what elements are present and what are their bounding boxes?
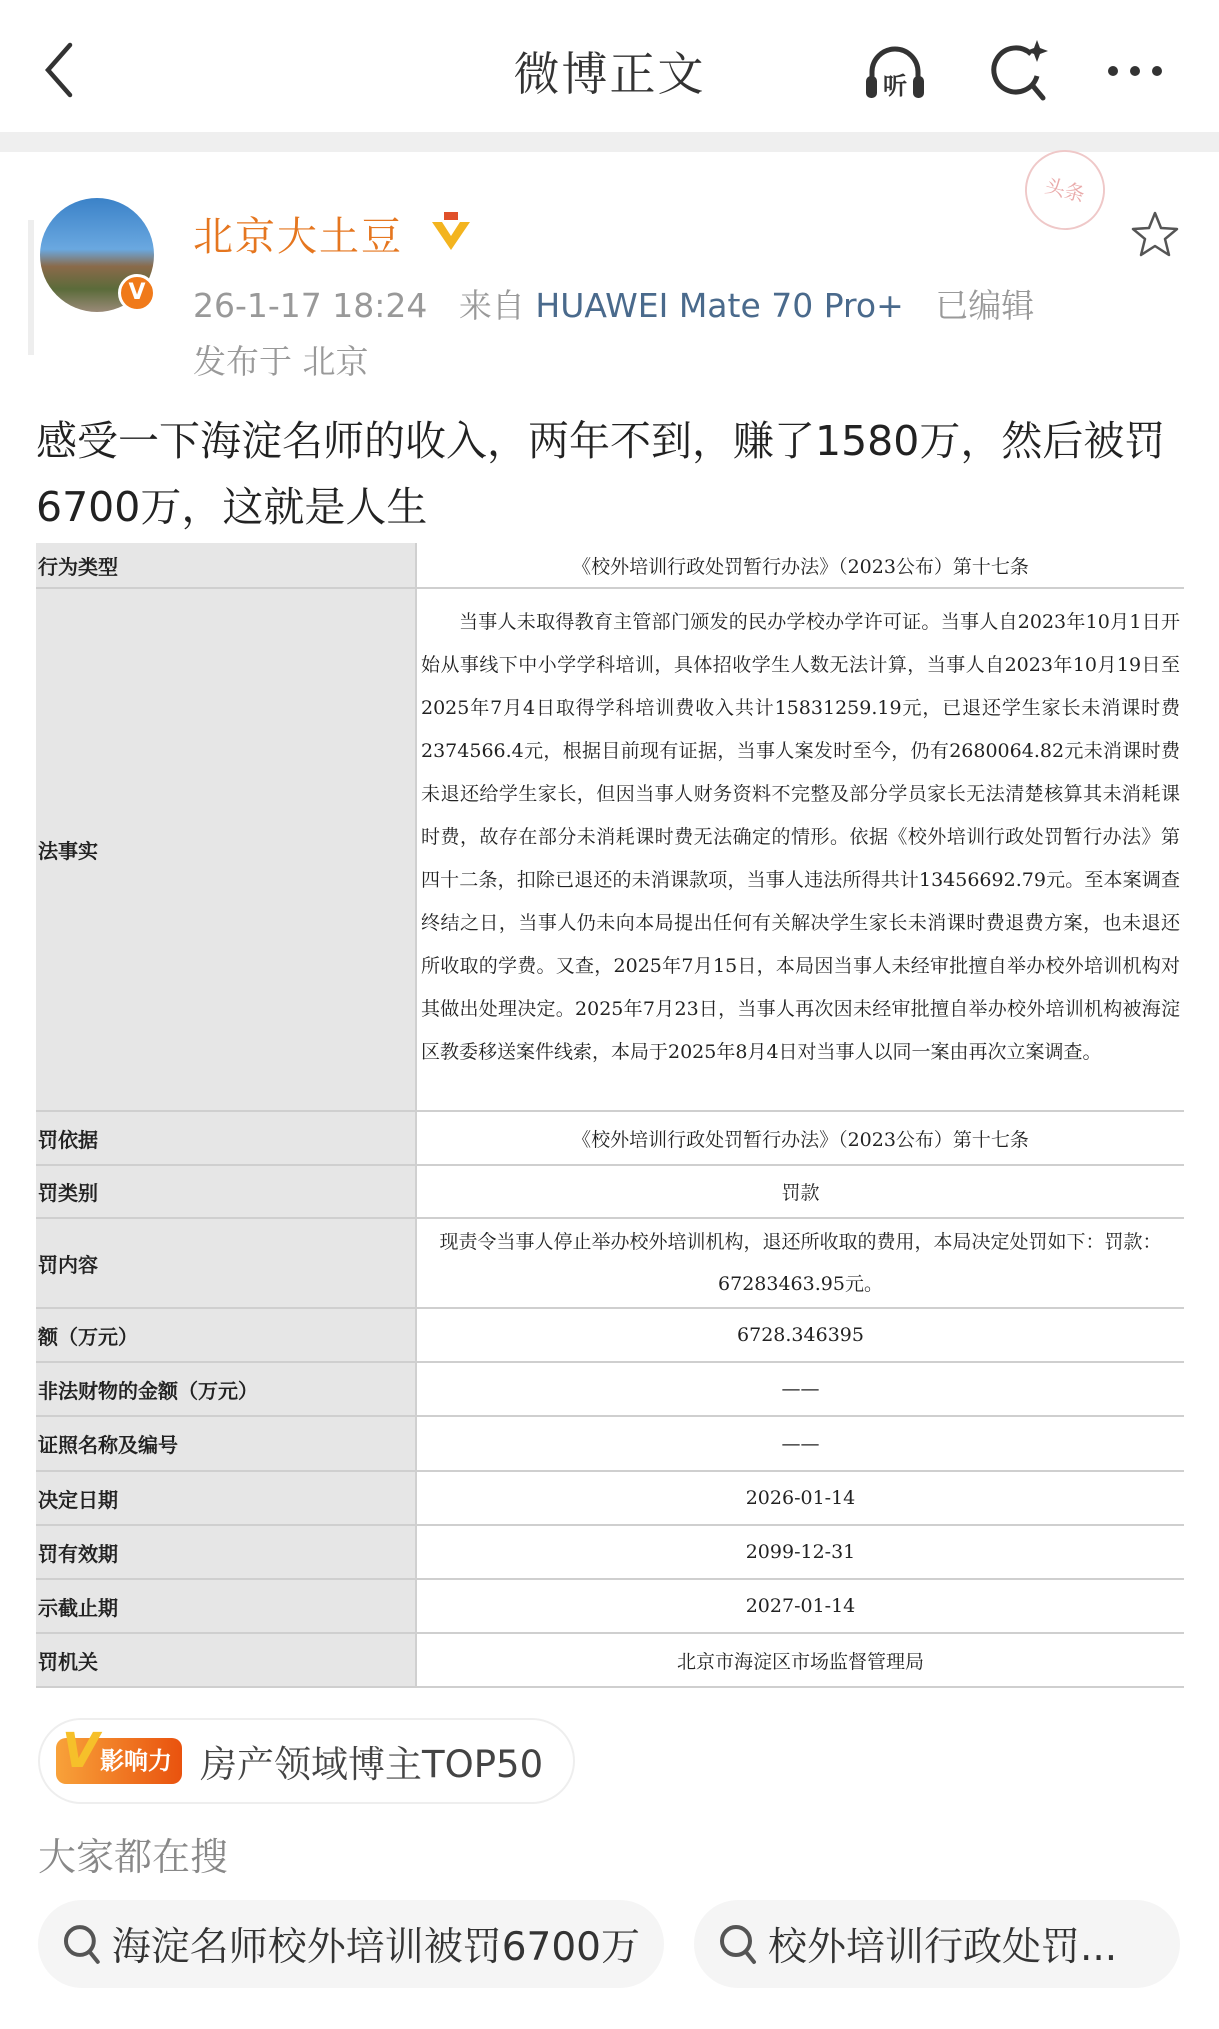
influence-text: 房产领域博主TOP50 — [200, 1743, 544, 1786]
row-key: 罚机关 — [36, 1634, 417, 1686]
post-meta — [193, 280, 1034, 327]
row-value: —— — [781, 1378, 820, 1400]
table-row — [36, 1166, 1184, 1219]
influence-badge[interactable] — [38, 1718, 575, 1804]
ai-search-icon[interactable] — [985, 36, 1055, 106]
row-value: 《校外培训行政处罚暂行办法》（2023公布）第十七条 — [572, 555, 1029, 578]
row-value: 北京市海淀区市场监督管理局 — [676, 1650, 924, 1673]
table-row — [36, 1580, 1184, 1634]
search-icon — [62, 1922, 102, 1966]
top-nav-bar — [0, 0, 1219, 132]
row-value: 6728.346395 — [737, 1324, 864, 1346]
row-key: 罚类别 — [36, 1166, 417, 1217]
row-key: 罚有效期 — [36, 1526, 417, 1578]
row-key: 行为类型 — [36, 543, 417, 587]
hot-search-chip[interactable] — [694, 1900, 1180, 1988]
row-key: 决定日期 — [36, 1472, 417, 1524]
member-medal-icon — [430, 212, 472, 252]
page-title: 微博正文 — [513, 47, 706, 101]
row-key: 非法财物的金额（万元） — [36, 1363, 417, 1415]
influence-tag: V 影响力 — [56, 1738, 182, 1784]
row-value: 当事人未取得教育主管部门颁发的民办学校办学许可证。当事人自2023年10月1日开始从事线下中小学学科培训，具体招收学生人数无法计算，当事人自2023年10月19日至2025年7月4日取得学科培训费收入共计15831259.19元，已退还学生家长未消课时费2374566.4元，根据目前现有证据，当事人案发时至今，仍有2680064.82元未消课时费未退还给学生家长，但因当事人财务资料不完整及部分学员家长无法清楚核算其未消耗课时费，故存在部分未消耗课时费无法确定的情形。依据《校外培训行政处罚暂行办法》第四十二条，扣除已退还的未消课款项，当事人违法所得共计13456692.79元。至本案调查终结之日，当事人仍未向本局提出任何有关解决学生家长未消课时费退费方案，也未退还所收取的学费。又查，2025年7月15日，本局因当事人未经审批擅自举办校外培训机构对其做出处理决定。2025年7月23日，当事人再次因未经审批擅自举办校外培训机构被海淀区教委移送案件线索，本局于2025年8月4日对当事人以同一案由再次立案调查。 — [421, 611, 1180, 1063]
table-row — [36, 1634, 1184, 1688]
edited-label[interactable]: 已编辑 — [935, 286, 1035, 325]
post-location: 发布于 北京 — [193, 342, 369, 381]
row-key: 法事实 — [36, 589, 417, 1110]
table-row — [36, 1472, 1184, 1526]
hot-search-title: 大家都在搜 — [38, 1835, 229, 1879]
row-key: 额（万元） — [36, 1309, 417, 1361]
table-row — [36, 1417, 1184, 1472]
row-key: 罚内容 — [36, 1219, 417, 1307]
penalty-table-image[interactable] — [36, 543, 1184, 1688]
hot-search-text: 校外培训行政处罚... — [768, 1925, 1118, 1970]
table-row — [36, 1219, 1184, 1309]
post-text: 感受一下海淀名师的收入，两年不到，赚了1580万，然后被罚6700万，这就是人生 — [36, 417, 1166, 531]
table-row — [36, 1309, 1184, 1363]
headline-stamp-icon: 头条 — [1016, 141, 1114, 239]
nav-separator — [0, 132, 1219, 152]
verified-icon: V — [118, 274, 156, 312]
table-row — [36, 589, 1184, 1112]
row-key: 示截止期 — [36, 1580, 417, 1632]
username[interactable]: 北京大土豆 — [193, 214, 403, 260]
left-accent-bar — [28, 220, 34, 355]
source-prefix: 来自 — [458, 286, 525, 325]
table-row — [36, 543, 1184, 589]
row-value: 罚款 — [781, 1182, 820, 1204]
row-key: 罚依据 — [36, 1112, 417, 1164]
row-value: 2027-01-14 — [745, 1595, 856, 1617]
svg-text:听: 听 — [883, 72, 907, 100]
search-icon — [718, 1922, 758, 1966]
row-value: 《校外培训行政处罚暂行办法》（2023公布）第十七条 — [572, 1128, 1029, 1151]
row-value: 2099-12-31 — [745, 1541, 856, 1563]
row-value: 2026-01-14 — [745, 1487, 856, 1509]
table-row — [36, 1363, 1184, 1417]
device-link[interactable]: HUAWEI Mate 70 Pro+ — [535, 286, 904, 325]
row-value: —— — [781, 1432, 820, 1455]
listen-icon[interactable] — [860, 36, 930, 106]
more-icon[interactable] — [1100, 36, 1170, 106]
post-timestamp: 26-1-17 18:24 — [193, 286, 428, 325]
table-row — [36, 1526, 1184, 1580]
row-value: 现责令当事人停止举办校外培训机构，退还所收取的费用，本局决定处罚如下：罚款：67283463.95元。 — [439, 1231, 1162, 1295]
hot-search-text: 海淀名师校外培训被罚6700万 — [111, 1925, 640, 1970]
hot-search-chip[interactable] — [38, 1900, 664, 1988]
row-key: 证照名称及编号 — [36, 1417, 417, 1470]
favorite-star-icon[interactable] — [1130, 210, 1180, 260]
table-row — [36, 1112, 1184, 1166]
